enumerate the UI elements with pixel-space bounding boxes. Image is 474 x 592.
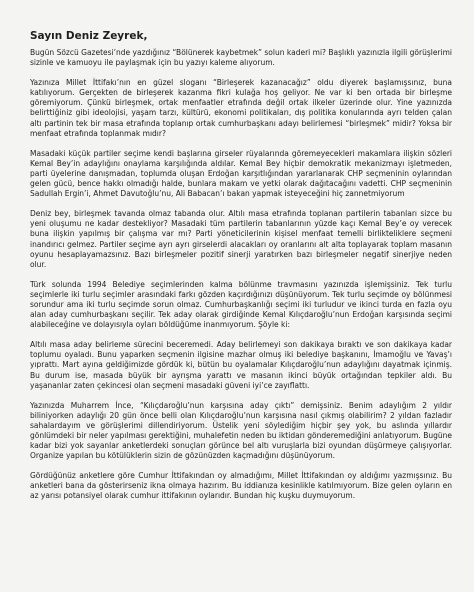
letter-paragraph-5: Türk solunda 1994 Belediye seçimlerinden kalma bölünme travmasını yazınızda işlemişsiniz. Tek turlu seçimlerle iki turlu seçimler arasındaki farkı gözden kaçırdığınızı düşünüyorum. Tek turlu seçimde oy bölünmesi sorundur ama iki turlu seçimde sorun olmaz. Cumhurbaşkanlığı seçimi iki turludur ve ikinci turda en fazla oyu alan aday cumhurbaşkanı seçilir. Tek aday olarak girdiğinde Kemal Kılıçdaroğlu’nun Erdoğan karşısında seçimi alabileceğine ve dolayısıyla oyları böldüğüme inanmıyorum. Şöyle ki: bbox=[30, 279, 452, 330]
letter-paragraph-1: Bugün Sözcü Gazetesi’nde yazdığınız “Bölünerek kaybetmek” solun kaderi mi? Başlıklı yazınızla ilgili görüşlerimi sizinle ve kamuoyu ile paylaşmak için bu yazıyı kaleme alıyorum. bbox=[30, 48, 452, 68]
letter-paragraph-4: Deniz bey, birleşmek tavanda olmaz tabanda olur. Altılı masa etrafında toplanan partilerin tabanları sizce bu yeni oluşumu ne kadar destekliyor? Masadaki tüm partilerin tabanlarının yüzde kaçı Kemal Bey’e oy verecek buna ilişkin yapılmış bir çalışma var mı? Parti yöneticilerinin kişisel menfaat temelli birlikteliklere seçmeni inandırıcı gelmez. Partiler seçime ayrı ayrı girselerdi alacakları oy oranlarını alt alta toplayarak toplam masanın oyunu hesaplayamazsınız. Bazı birleşmeler pozitif sinerji yaratırken bazı birleşmeler negatif sinerjiye neden olur. bbox=[30, 209, 452, 269]
letter-paragraph-8: Gördüğünüz anketlere göre Cumhur İttifakından oy almadığımı, Millet İttifakından oy aldığımı yazmışsınız. Bu anketleri bana da gösterirseniz ikna olmaya hazırım. Bu iddianıza kesinlikle katılmıyorum. Bize gelen oyların en az yarısı potansiyel olarak cumhur ittifakının oylarıdır. Bundan hiç kuşku duymuyorum. bbox=[30, 471, 452, 501]
letter-paragraph-2: Yazınıza Millet İttifakı’nın en güzel sloganı “Birleşerek kazanacağız” oldu diyerek başlamışsınız, buna katılıyorum. Gerçekten de birleşerek kazanma fikri kulağa hoş geliyor. Ne var ki ben ortada bir birleşme göremiyorum. Çünkü birleşmek, ortak menfaatler etrafında değil ortak ilkeler üzerinde olur. Yine yazınızda belirttiğiniz gibi ideolojisi, yaşam tarzı, kültürü, ekonomi politikaları, dış politika konularında ayrı telden çalan altı partinin tek bir masa etrafında toplanıp ortak cumhurbaşkanı adayı belirlemesi “birleşmek” midir? Yoksa bir menfaat etrafında toplanmak mıdır? bbox=[30, 78, 452, 138]
letter-greeting: Sayın Deniz Zeyrek, bbox=[30, 30, 148, 42]
letter-paragraph-7: Yazınızda Muharrem İnce, “Kılıçdaroğlu’nun karşısına aday çıktı” demişsiniz. Benim adaylığım 2 yıldır biliniyorken adaylığı 20 gün önce belli olan Kılıçdaroğlu’nun karşısına nasıl çıkmış olabilirim? 2 yıldan fazladır sahalardayım ve görüşlerimi dillendiriyorum. Üstelik yeni söylediğim hiçbir şey yok, bu aslında yıllardır gönlümdeki bir neler yapılması gerektiğini, muhalefetin neden bu iktidarı gönderemediğini anlatıyorum. Bugüne kadar bizi yok sayanlar anketlerdeki sonuçları görünce bel altı vuruşlarla bizi oyundan düşürmeye çalışıyorlar. Organize yapılan bu kötülüklerin sizin de gözünüzden kaçmadığını düşünüyorum. bbox=[30, 400, 452, 461]
letter-paragraph-3: Masadaki küçük partiler seçime kendi başlarına girseler rüyalarında göremeyecekleri makamlara ilişkin sözleri Kemal Bey’in adaylığını onaylama karşılığında aldılar. Kemal Bey hiçbir demokratik mekanizmayı işletmeden, parti üyelerine danışmadan, toplumda oluşan Erdoğan karşıtlığından yararlanarak CHP seçmeninin oylarından gelen gücü, bence hakkı olmadığı halde, bunlara makam ve yetki olarak dağıtacağını vadetti. CHP seçmeninin Sadullah Ergin’i, Ahmet Davutoğlu’nu, Ali Babacan’ı bakan yapmak isteyeceğini hiç zannetmiyorum bbox=[30, 148, 452, 199]
letter-paragraph-6: Altılı masa aday belirleme sürecini beceremedi. Aday belirlemeyi son dakikaya bıraktı ve son dakikaya kadar toplumu oyaladı. Bunu yaparken seçmenin ilgisine mazhar olmuş iki belediye başkanını, İmamoğlu ve Yavaş’ı yıprattı. Mart ayına geldiğimizde gördük ki, bütün bu oyalamalar Kılıçdaroğlu’nun adaylığını dayatmak içinmiş. Bu durum ise, masada büyük bir ayrışma yarattı ve masanın ikinci büyük ortağından tepkiler aldı. Bu yaşananlar zaten çekincesi olan seçmeni masadaki güveni iyi’ce zayıflattı. bbox=[30, 340, 452, 390]
